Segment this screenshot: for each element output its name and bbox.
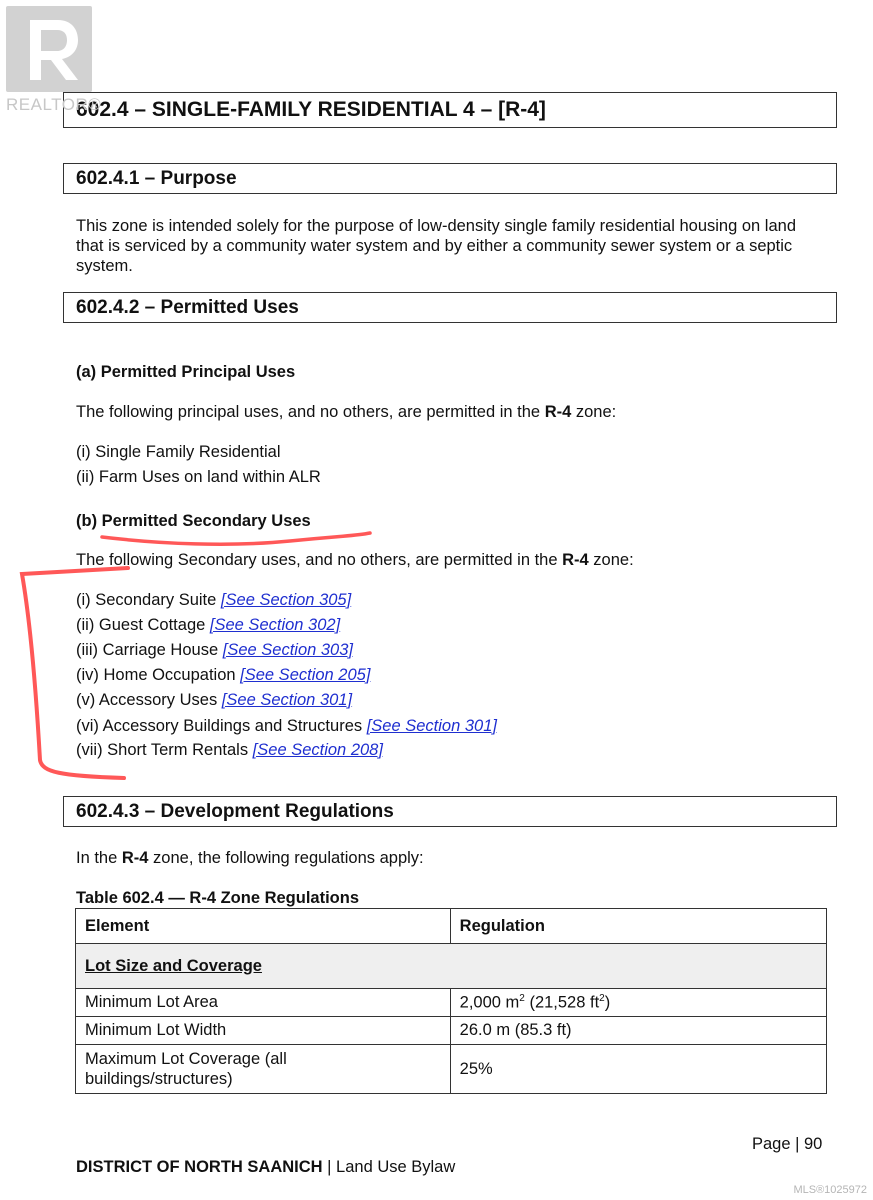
column-header-regulation: Regulation — [450, 909, 826, 944]
development-heading: 602.4.3 – Development Regulations — [76, 801, 394, 822]
section-link[interactable]: [See Section 303] — [222, 641, 353, 659]
secondary-use-item: (vii) Short Term Rentals [See Section 208] — [76, 741, 383, 759]
section-link[interactable]: [See Section 205] — [240, 666, 371, 684]
regulation-cell: 2,000 $m^2$ (21,528 $ft^2$) — [450, 989, 826, 1017]
footer-line: DISTRICT OF NORTH SAANICH | Land Use Bylaw — [76, 1158, 456, 1176]
principal-uses-heading: (a) Permitted Principal Uses — [76, 363, 296, 381]
realtor-logo — [6, 6, 92, 92]
secondary-use-item: (iii) Carriage House [See Section 303] — [76, 641, 353, 659]
zone-regulations-table — [75, 908, 827, 1094]
purpose-heading: 602.4.1 – Purpose — [76, 168, 237, 189]
group-label: Lot Size and Coverage — [76, 944, 827, 989]
secondary-use-item: (iv) Home Occupation [See Section 205] — [76, 666, 371, 684]
regulation-cell: 26.0 m (85.3 ft) — [450, 1017, 826, 1045]
purpose-heading-box — [63, 163, 837, 194]
permitted-uses-heading-box — [63, 292, 837, 323]
secondary-use-item: (v) Accessory Uses [See Section 301] — [76, 691, 353, 709]
secondary-use-item: (ii) Guest Cottage [See Section 302] — [76, 616, 341, 634]
element-cell: Minimum Lot Width — [76, 1017, 451, 1045]
purpose-text: This zone is intended solely for the purpose of low-density single family residential housing on land that is serviced by a community water system and by either a community sewer system or a septic system. — [76, 217, 796, 275]
principal-use-item: (ii) Farm Uses on land within ALR — [76, 468, 321, 486]
table-row — [76, 1045, 827, 1094]
principal-uses-intro: The following principal uses, and no others, are permitted in the R-4 zone: — [76, 403, 617, 421]
table-row — [76, 989, 827, 1017]
development-intro: In the R-4 zone, the following regulations apply: — [76, 849, 424, 867]
regulation-cell: 25% — [450, 1045, 826, 1094]
section-link[interactable]: [See Section 301] — [366, 717, 497, 735]
realtor-r-icon — [6, 6, 92, 92]
section-link[interactable]: [See Section 305] — [220, 591, 352, 609]
element-cell: Minimum Lot Area — [76, 989, 451, 1017]
section-link[interactable]: [See Section 302] — [209, 616, 341, 634]
secondary-uses-intro: The following Secondary uses, and no others, are permitted in the R-4 zone: — [76, 551, 634, 569]
permitted-uses-heading: 602.4.2 – Permitted Uses — [76, 297, 299, 318]
table-header-row — [76, 909, 827, 944]
development-heading-box — [63, 796, 837, 827]
section-link[interactable]: [See Section 208] — [252, 741, 383, 759]
secondary-uses-heading: (b) Permitted Secondary Uses — [76, 512, 311, 530]
section-link[interactable]: [See Section 301] — [221, 691, 353, 709]
page-title: 602.4 – SINGLE-FAMILY RESIDENTIAL 4 – [R-4] — [76, 98, 546, 121]
page-number: Page | 90 — [752, 1135, 823, 1153]
table-caption: Table 602.4 — R-4 Zone Regulations — [76, 889, 360, 907]
realtor-brand-text: REALTOR® — [6, 95, 102, 114]
secondary-use-item: (i) Secondary Suite [See Section 305] — [76, 591, 352, 609]
mls-watermark: MLS®1025972 — [793, 1184, 867, 1196]
principal-use-item: (i) Single Family Residential — [76, 443, 281, 461]
table-row — [76, 1017, 827, 1045]
element-cell: Maximum Lot Coverage (all buildings/structures) — [76, 1045, 451, 1094]
title-box — [63, 92, 837, 128]
secondary-use-item: (vi) Accessory Buildings and Structures [See Section 301] — [76, 717, 497, 735]
red-underline-mark — [102, 533, 370, 544]
column-header-element: Element — [76, 909, 451, 944]
table-group-row — [76, 944, 827, 989]
